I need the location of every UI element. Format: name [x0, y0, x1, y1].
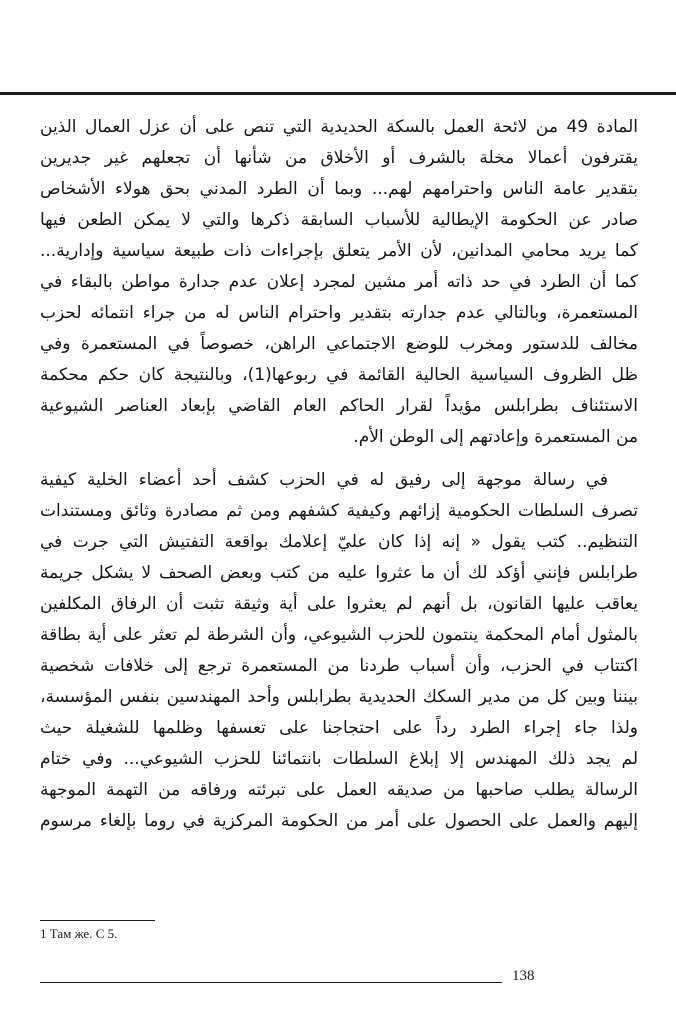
text-line: لم يجد ذلك المهندس إلا إبلاغ السلطات بانتمائنا للحزب الشيوعي... وفي ختام: [40, 749, 638, 769]
paragraph-2: [40, 465, 638, 837]
text-line: الرسالة يطلب صاحبها من صديقه العمل على تبرئته ورفاقه من التهمة الموجهة: [40, 780, 638, 800]
text-line: يعاقب عليها القانون، بل أنهم لم يعثروا على أية وثيقة تثبت أن الرفاق المكلفين: [40, 594, 638, 614]
text-line: بتقدير عامة الناس واحترامهم لهم... وبما أن الطرد المدني بحق هولاء الأشخاص: [40, 179, 638, 199]
text-line: اكتتاب في الحزب، وأن أسباب طردنا من المستعمرة ترجع إلى خلافات شخصية: [40, 656, 638, 676]
text-line: طرابلس فإنني أؤكد لك أن ما عثروا عليه من كتب وبعض الصحف لا يشكل جريمة: [40, 563, 638, 583]
text-line: ظل الظروف السياسية الحالية القائمة في ربوعها(1)، وبالنتيجة كان حكم محكمة: [40, 365, 638, 385]
text-line: صادر عن الحكومة الإيطالية للأسباب السابقة ذكرها والتي لا يمكن الطعن فيها: [40, 210, 638, 230]
text-line: الاستئناف بطرابلس مؤيداً لقرار الحاكم العام القاضي بإبعاد العناصر الشيوعية: [40, 396, 638, 416]
paragraph-gap: [40, 453, 638, 465]
footer-rule: [40, 982, 502, 983]
text-line: المادة 49 من لائحة العمل بالسكة الحديدية التي تنص على أن عزل العمال الذين: [40, 117, 638, 137]
text-line: مخالف للدستور ومخرب للوضع الاجتماعي الراهن، خصوصاً في المستعمرة وفي: [40, 334, 638, 354]
text-line: إليهم والعمل على الحصول على أمر من الحكومة المركزية في روما بإلغاء مرسوم: [40, 811, 638, 831]
text-line: كما أن الطرد في حد ذاته أمر مشين لمجرد إعلان عدم جدارة مواطن بالبقاء في: [40, 272, 638, 292]
text-line: المستعمرة، وبالتالي عدم جدارته بتقدير واحترام الناس له من جراء انتمائه لحزب: [40, 303, 638, 323]
text-line: يقترفون أعمالا مخلة بالشرف أو الأخلاق من شأنها أن تجعلهم غير جديرين: [40, 148, 638, 168]
text-line: كما يريد محامي المدانين، لأن الأمر يتعلق بإجراءات ذات طبيعة سياسية وإدارية...: [40, 241, 638, 261]
paragraph-1: [40, 112, 638, 453]
text-line: بيننا وبين كل من مدير السكك الحديدية بطرابلس وأحد المهندسين بنفس المؤسسة،: [40, 687, 638, 707]
footnote: 1 Там же. С 5.: [40, 926, 118, 941]
text-line: تصرف السلطات الحكومية إزائهم وكيفية كشفهم ومن ثم مصادرة وثائق ومستندات: [40, 501, 638, 521]
page-number: 138: [512, 968, 535, 984]
header-rule: [0, 92, 676, 95]
text-line: بالمثول أمام المحكمة ينتمون للحزب الشيوعي، وأن الشرطة لم تعثر على أية بطاقة: [40, 625, 638, 645]
text-line: في رسالة موجهة إلى رفيق له في الحزب كشف أحد أعضاء الخلية كيفية: [40, 470, 608, 490]
text-line: التنظيم.. كتب يقول « إنه إذا كان عليّ إعلامك بواقعة التفتيش التي جرت في: [40, 532, 638, 552]
text-line: من المستعمرة وإعادتهم إلى الوطن الأم.: [353, 427, 638, 447]
footnote-separator: [40, 920, 155, 921]
text-line: ولذا جاء إجراء الطرد رداً على احتجاجنا على تعسفها وظلمها للشغيلة حيث: [40, 718, 638, 738]
body-text: [40, 112, 638, 837]
